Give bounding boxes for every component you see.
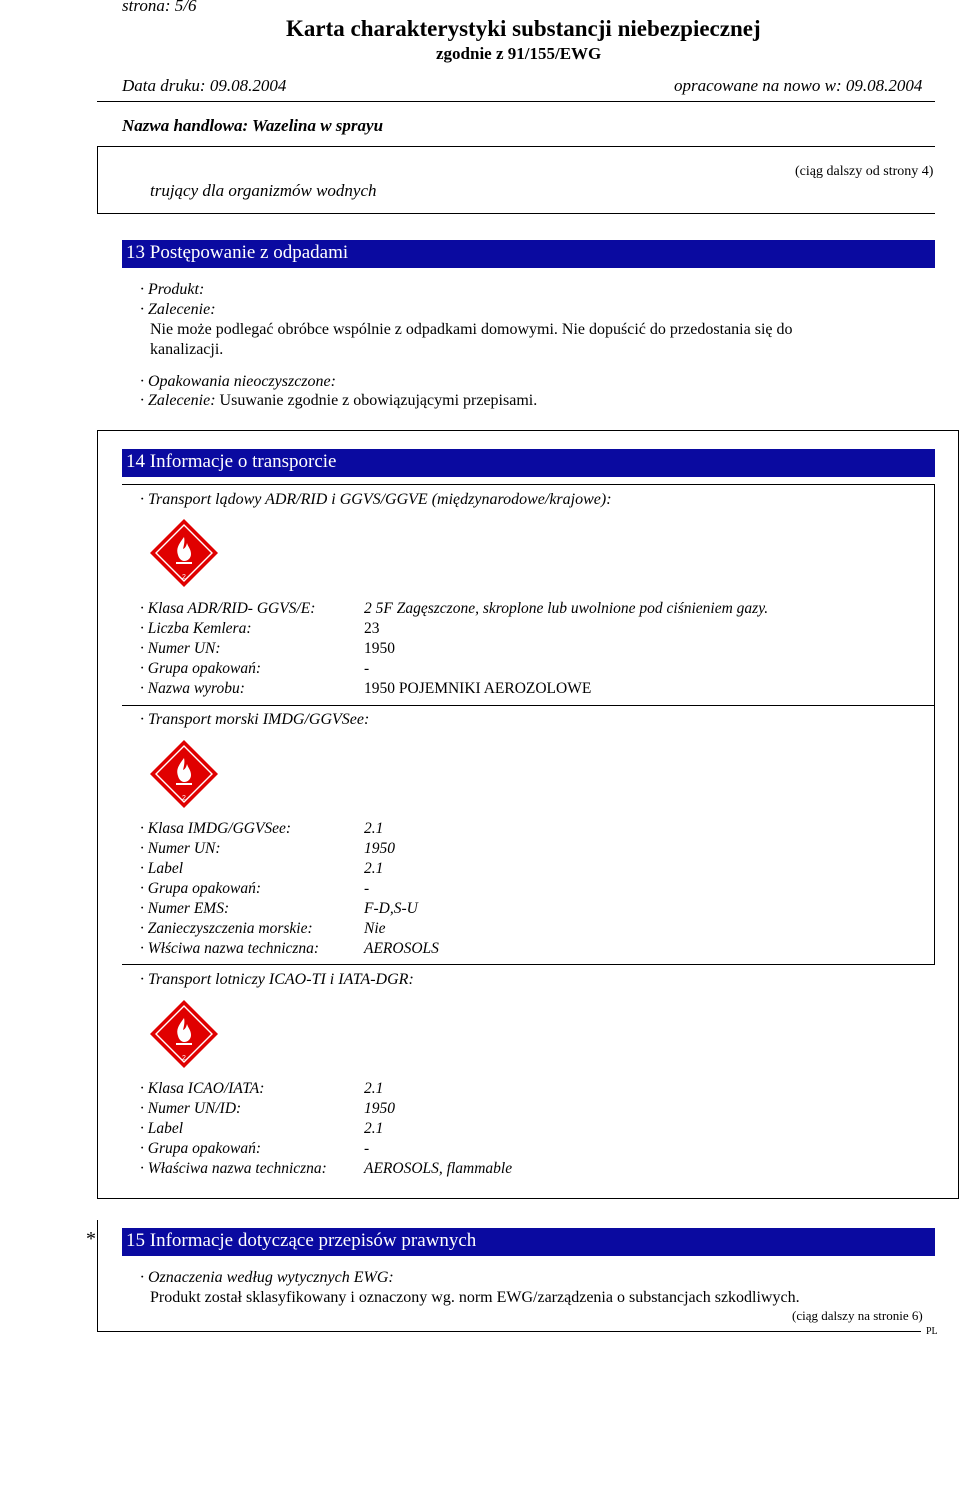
sea-row [140,920,920,940]
land-row [140,680,920,700]
trade-name: Nazwa handlowa: Wazelina w sprayu [122,116,384,135]
s14-top-border [97,430,959,431]
sea-label: · Zanieczyszczenia morskie: [140,920,313,937]
air-value: AEROSOLS, flammable [364,1160,513,1177]
land-row [140,640,920,660]
air-value: - [364,1140,370,1157]
section-15-title: 15 Informacje dotyczące przepisów prawnych [126,1230,477,1251]
air-label: · Grupa opakowań: [140,1140,261,1157]
s14-right-border [958,430,959,1198]
s15-label: · Oznaczenia według wytycznych EWG: [140,1269,394,1286]
document-subtitle: zgodnie z 91/155/EWG [436,44,602,63]
trade-name-divider [97,146,935,147]
s13-recommendation-text-1: Nie może podlegać obróbce wspólnie z odpadkami domowymi. Nie dopuścić do przedostania się do [150,321,793,338]
sea-row [140,840,920,860]
footer-divider [97,1331,921,1332]
sea-value: 2.1 [364,820,384,837]
print-date: Data druku: 09.08.2004 [122,76,287,95]
land-box-right [934,484,935,964]
s13-packaging-label: · Opakowania nieoczyszczone: [140,373,336,390]
sea-row [140,880,920,900]
continuation-divider [97,213,935,214]
section-13-header [122,240,935,268]
s13-rec2-label: · Zalecenie: [140,392,216,409]
s15-text: Produkt został sklasyfikowany i oznaczony wg. norm EWG/zarządzenia o substancjach szkodliwych. [150,1289,800,1306]
air-label: · Numer UN/ID: [140,1100,242,1117]
sea-value: AEROSOLS [364,940,439,957]
sea-row [140,860,920,880]
land-value: - [364,660,370,677]
continued-from: (ciąg dalszy od strony 4) [795,164,934,179]
sea-value: F-D,S-U [364,900,418,917]
air-transport-heading: · Transport lotniczy ICAO-TI i IATA-DGR: [140,971,414,988]
air-row [140,1160,920,1180]
land-row [140,620,920,640]
s15-left-border [97,1220,98,1332]
section-13-title: 13 Postępowanie z odpadami [126,242,349,263]
s13-recommendation-text-2: kanalizacji. [150,341,224,358]
header-divider [97,101,935,102]
sea-value: Nie [364,920,386,937]
air-value: 2.1 [364,1080,384,1097]
section-14-title: 14 Informacje o transporcie [126,451,337,472]
s13-product: · Produkt: [140,281,205,298]
continuation-text: trujący dla organizmów wodnych [150,181,377,200]
sea-label: · Label [140,860,184,877]
sea-box-top [122,705,935,706]
section-14-header [122,449,935,477]
land-label: · Grupa opakowań: [140,660,261,677]
revision-date: opracowane na nowo w: 09.08.2004 [674,76,923,95]
sea-label: · Klasa IMDG/GGVSee: [140,820,292,837]
s14-bottom-border [97,1198,959,1199]
air-box-top [122,964,935,965]
land-value: 1950 [364,640,395,657]
land-transport-heading: · Transport lądowy ADR/RID i GGVS/GGVE (międzynarodowe/krajowe): [140,491,612,508]
air-label: · Właściwa nazwa techniczna: [140,1160,327,1177]
flammable-hazard-icon [148,738,220,810]
svg-text:2: 2 [182,1055,186,1062]
sea-value: 2.1 [364,860,384,877]
sea-value: - [364,880,370,897]
flammable-hazard-icon [148,517,220,589]
sea-label: · Numer EMS: [140,900,230,917]
land-label: · Nazwa wyrobu: [140,680,245,697]
land-value: 1950 POJEMNIKI AEROZOLOWE [364,680,592,697]
sea-label: · Numer UN: [140,840,221,857]
language-code: PL [926,1326,938,1337]
continuation-left-border [97,146,98,214]
sea-label: · Włściwa nazwa techniczna: [140,940,320,957]
sea-value: 1950 [364,840,395,857]
land-row [140,660,920,680]
s14-left-border [97,430,98,1198]
air-row [140,1140,920,1160]
air-value: 2.1 [364,1120,384,1137]
air-label: · Label [140,1120,184,1137]
continued-on: (ciąg dalszy na stronie 6) [792,1308,923,1323]
svg-text:2: 2 [182,574,186,581]
flammable-hazard-icon [148,998,220,1070]
air-row [140,1080,920,1100]
sea-row [140,940,920,960]
land-label: · Klasa ADR/RID- GGVS/E: [140,600,316,617]
page-number: strona: 5/6 [122,0,197,15]
air-value: 1950 [364,1100,395,1117]
land-value: 2 5F Zagęszczone, skroplone lub uwolnione pod ciśnieniem gazy. [364,600,769,617]
sea-transport-heading: · Transport morski IMDG/GGVSee: [140,711,370,728]
land-label: · Liczba Kemlera: [140,620,252,637]
air-row [140,1100,920,1120]
changed-marker: * [86,1228,96,1250]
sea-label: · Grupa opakowań: [140,880,261,897]
svg-text:2: 2 [182,795,186,802]
land-box-top [122,484,935,485]
land-label: · Numer UN: [140,640,221,657]
sea-row [140,820,920,840]
document-title: Karta charakterystyki substancji niebezpiecznej [286,16,761,41]
sea-row [140,900,920,920]
s13-recommendation-label: · Zalecenie: [140,301,216,318]
air-row [140,1120,920,1140]
air-label: · Klasa ICAO/IATA: [140,1080,265,1097]
s13-packaging-recommendation [140,392,537,410]
land-value: 23 [364,620,380,637]
land-row [140,600,920,620]
s13-rec2-text: Usuwanie zgodnie z obowiązującymi przepisami. [219,392,538,409]
section-15-header [122,1228,935,1256]
